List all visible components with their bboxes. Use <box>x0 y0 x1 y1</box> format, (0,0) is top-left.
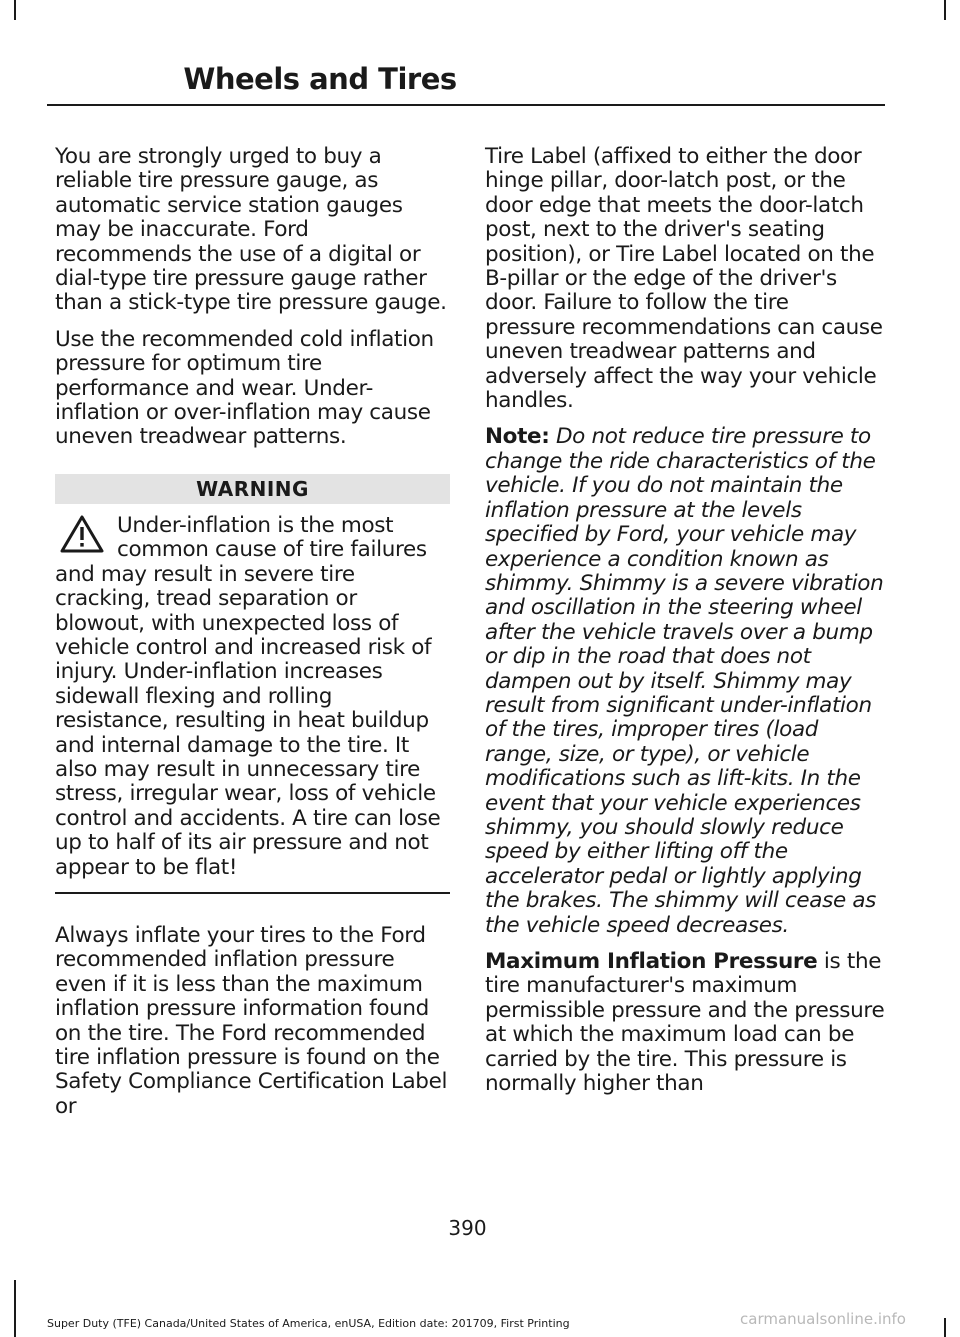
warning-heading: WARNING <box>55 474 450 504</box>
warning-box <box>55 514 450 894</box>
note-label: Note: <box>485 424 550 450</box>
footer-edition: Super Duty (TFE) Canada/United States of America, enUSA, Edition date: 201709, First Printing <box>47 1317 570 1330</box>
paragraph-gauge: You are strongly urged to buy a reliable tire pressure gauge, as automatic service station gauges may be inaccurate. Ford recommends the use of a digital or dial-type tire pressure gauge rather than a stick-type tire pressure gauge. <box>55 144 447 316</box>
note-paragraph <box>485 425 885 938</box>
crop-mark-top-right <box>944 0 946 20</box>
crop-mark-bottom-right <box>944 1318 946 1337</box>
warning-triangle-icon <box>59 514 105 554</box>
page-number: 390 <box>448 1216 487 1240</box>
warning-text: Under-inflation is the most common cause of tire failures and may result in severe tire cracking, tread separation or blowout, with unexpected loss of vehicle control and increased risk of injury. Under-inflation increases sidewall flexing and rolling resistance, resulting in heat buildup and internal damage to the tire. It also may result in unnecessary tire stress, irregular wear, loss of vehicle control and accidents. A tire can lose up to half of its air pressure and not appear to be flat! <box>55 512 441 880</box>
crop-mark-bottom-left <box>14 1280 16 1337</box>
left-column <box>55 145 450 1131</box>
page-title: Wheels and Tires <box>183 62 457 96</box>
header-divider <box>47 104 885 106</box>
right-column <box>485 145 885 1108</box>
term-max-inflation: Maximum Inflation Pressure <box>485 949 818 974</box>
paragraph-tire-label: Tire Label (affixed to either the door hinge pillar, door-latch post, or the door edge that meets the door-latch post, next to the driver's seating position), or Tire Label located on the B-pillar or the edge of the driver's door. Failure to follow the tire pressure recommendations can cause uneven treadwear patterns and adversely affect the way your vehicle handles. <box>485 144 883 414</box>
watermark: carmanualsonline.info <box>740 1310 906 1328</box>
paragraph-ford-recommended: Always inflate your tires to the Ford recommended inflation pressure even if it is less than the maximum inflation pressure information found on the tire. The Ford recommended tire inflation pressure is found on the Safety Compliance Certification Label or <box>55 922 448 1119</box>
note-text: Do not reduce tire pressure to change the ride characteristics of the vehicle. If you do not maintain the inflation pressure at the levels specified by Ford, your vehicle may experience a condition known as shimmy. Shimmy is a severe vibration and oscillation in the steering wheel after the vehicle travels over a bump or dip in the road that does not dampen out by itself. Shimmy may result from significant under-inflation of the tires, improper tires (load range, size, or type), or vehicle modifications such as lift-kits. In the event that your vehicle experiences shimmy, you should slowly reduce speed by either lifting off the accelerator pedal or lightly applying the brakes. The shimmy will cease as the vehicle speed decreases. <box>485 424 884 938</box>
term-definition: is the tire manufacturer's maximum permissible pressure and the pressure at which the maximum load can be carried by the tire. This pressure is normally higher than <box>485 949 885 1097</box>
crop-mark-top-left <box>14 0 16 20</box>
max-inflation-paragraph <box>485 950 885 1096</box>
paragraph-cold-inflation: Use the recommended cold inflation pressure for optimum tire performance and wear. Under-inflation or over-inflation may cause uneven treadwear patterns. <box>55 326 434 450</box>
